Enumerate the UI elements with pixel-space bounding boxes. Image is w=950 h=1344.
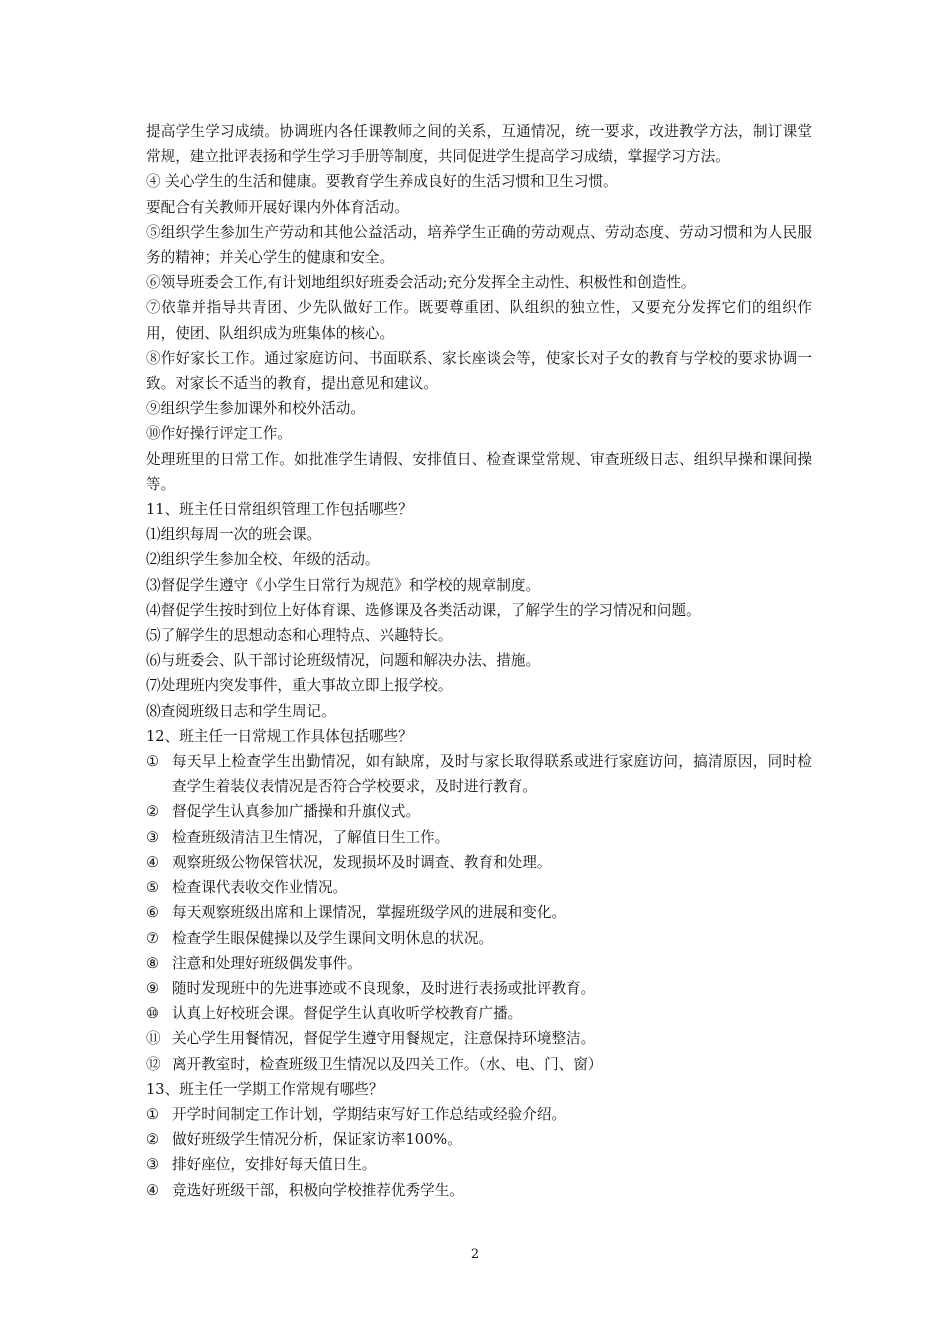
section-heading: 13、班主任一学期工作常规有哪些？ [146,1080,384,1098]
list-marker: ⑪ [146,1030,161,1048]
list-item-text: 开学时间制定工作计划，学期结束写好工作总结或经验介绍。 [172,1105,567,1123]
list-item [146,976,812,1001]
list-item [146,749,812,799]
list-marker: ③ [146,828,160,846]
section-heading: 12、班主任一日常规工作具体包括哪些？ [146,727,413,745]
list-marker: ① [146,1105,160,1123]
list-item-text: 检查学生眼保健操以及学生课间文明休息的状况。 [172,929,494,947]
list-item [146,825,812,850]
page-number: 2 [470,1247,480,1262]
list-item: ⑸了解学生的思想动态和心理特点、兴趣特长。 [146,627,453,645]
list-marker: ① [146,753,160,771]
list-item-text: 做好班级学生情况分析，保证家访率100%。 [172,1131,462,1149]
paragraph: 要配合有关教师开展好课内外体育活动。 [146,198,409,216]
paragraph: ⑨组织学生参加课外和校外活动。 [146,400,365,418]
paragraph: 处理班里的日常工作。如批准学生请假、安排值日、检查课堂常规、审查班级日志、组织早操和课间操等。 [146,450,812,493]
list-marker: ③ [146,1156,160,1174]
list-item [146,926,812,951]
list-item-text: 观察班级公物保管状况，发现损坏及时调查、教育和处理。 [172,853,552,871]
list-marker: ⑧ [146,954,160,972]
list-item-text: 每天观察班级出席和上课情况，掌握班级学风的进展和变化。 [172,904,567,922]
list-item: ⑴组织每周一次的班会课。 [146,526,322,544]
list-item-text: 每天早上检查学生出勤情况，如有缺席，及时与家长取得联系或进行家庭访问，搞清原因，同时检查学生着装仪表情况是否符合学校要求，及时进行教育。 [172,753,812,796]
paragraph: ⑤组织学生参加生产劳动和其他公益活动，培养学生正确的劳动观点、劳动态度、劳动习惯和为人民服务的精神；并关心学生的健康和安全。 [146,223,812,267]
list-item: ⑹与班委会、队干部讨论班级情况，问题和解决办法、措施。 [146,652,541,670]
list-item-text: 排好座位，安排好每天值日生。 [172,1156,377,1174]
list-item [146,1102,812,1127]
list-marker: ⑦ [146,929,160,947]
list-marker: ④ [146,1181,160,1199]
list-item-text: 检查课代表收交作业情况。 [172,879,348,897]
list-item: ⑵组织学生参加全校、年级的活动。 [146,551,380,569]
list-marker: ⑤ [146,879,160,897]
list-item [146,850,812,875]
list-marker: ⑫ [146,1055,161,1073]
list-item [146,1178,812,1203]
list-item [146,1152,812,1177]
list-item: ⑺处理班内突发事件，重大事故立即上报学校。 [146,677,453,695]
list-marker: ② [146,803,160,821]
list-item: ⑷督促学生按时到位上好体育课、选修课及各类活动课，了解学生的学习情况和问题。 [146,601,701,619]
list-item-text: 竞选好班级干部，积极向学校推荐优秀学生。 [172,1181,464,1199]
paragraph: ④ 关心学生的生活和健康。要教育学生养成良好的生活习惯和卫生习惯。 [146,173,618,191]
list-item-text: 离开教室时，检查班级卫生情况以及四关工作。（水、电、门、窗） [172,1055,603,1073]
list-item [146,951,812,976]
list-marker: ② [146,1131,160,1149]
list-item [146,875,812,900]
page-body [146,119,812,1203]
list-marker: ⑩ [146,1005,160,1023]
list-item [146,1127,812,1152]
list-marker: ⑥ [146,904,160,922]
list-item-text: 注意和处理好班级偶发事件。 [172,954,362,972]
list-item-text: 督促学生认真参加广播操和升旗仪式。 [172,803,421,821]
list-item [146,1052,812,1077]
list-item-text: 检查班级清洁卫生情况，了解值日生工作。 [172,828,450,846]
list-item [146,1026,812,1051]
paragraph: 提高学生学习成绩。协调班内各任课教师之间的关系，互通情况，统一要求，改进教学方法，制订课堂常规，建立批评表扬和学生学习手册等制度，共同促进学生提高学习成绩，掌握学习方法。 [146,123,812,166]
paragraph: ⑩作好操行评定工作。 [146,425,292,443]
list-item-text: 关心学生用餐情况，督促学生遵守用餐规定，注意保持环境整洁。 [172,1030,596,1048]
list-item [146,1001,812,1026]
list-item [146,900,812,925]
list-item: ⑻查阅班级日志和学生周记。 [146,702,336,720]
paragraph: ⑧作好家长工作。通过家庭访问、书面联系、家长座谈会等，使家长对子女的教育与学校的要求协调一致。对家长不适当的教育，提出意见和建议。 [146,349,812,393]
paragraph: ⑦依靠并指导共青团、少先队做好工作。既要尊重团、队组织的独立性，又要充分发挥它们的组织作用，使团、队组织成为班集体的核心。 [146,299,812,342]
section-heading: 11、班主任日常组织管理工作包括哪些？ [146,501,413,519]
list-marker: ⑨ [146,979,160,997]
list-item: ⑶督促学生遵守《小学生日常行为规范》和学校的规章制度。 [146,576,541,594]
list-item-text: 认真上好校班会课。督促学生认真收听学校教育广播。 [172,1005,523,1023]
list-marker: ④ [146,853,160,871]
list-item [146,799,812,824]
list-item-text: 随时发现班中的先进事迹或不良现象，及时进行表扬或批评教育。 [172,979,596,997]
paragraph: ⑥领导班委会工作,有计划地组织好班委会活动;充分发挥全主动性、积极性和创造性。 [146,274,696,292]
